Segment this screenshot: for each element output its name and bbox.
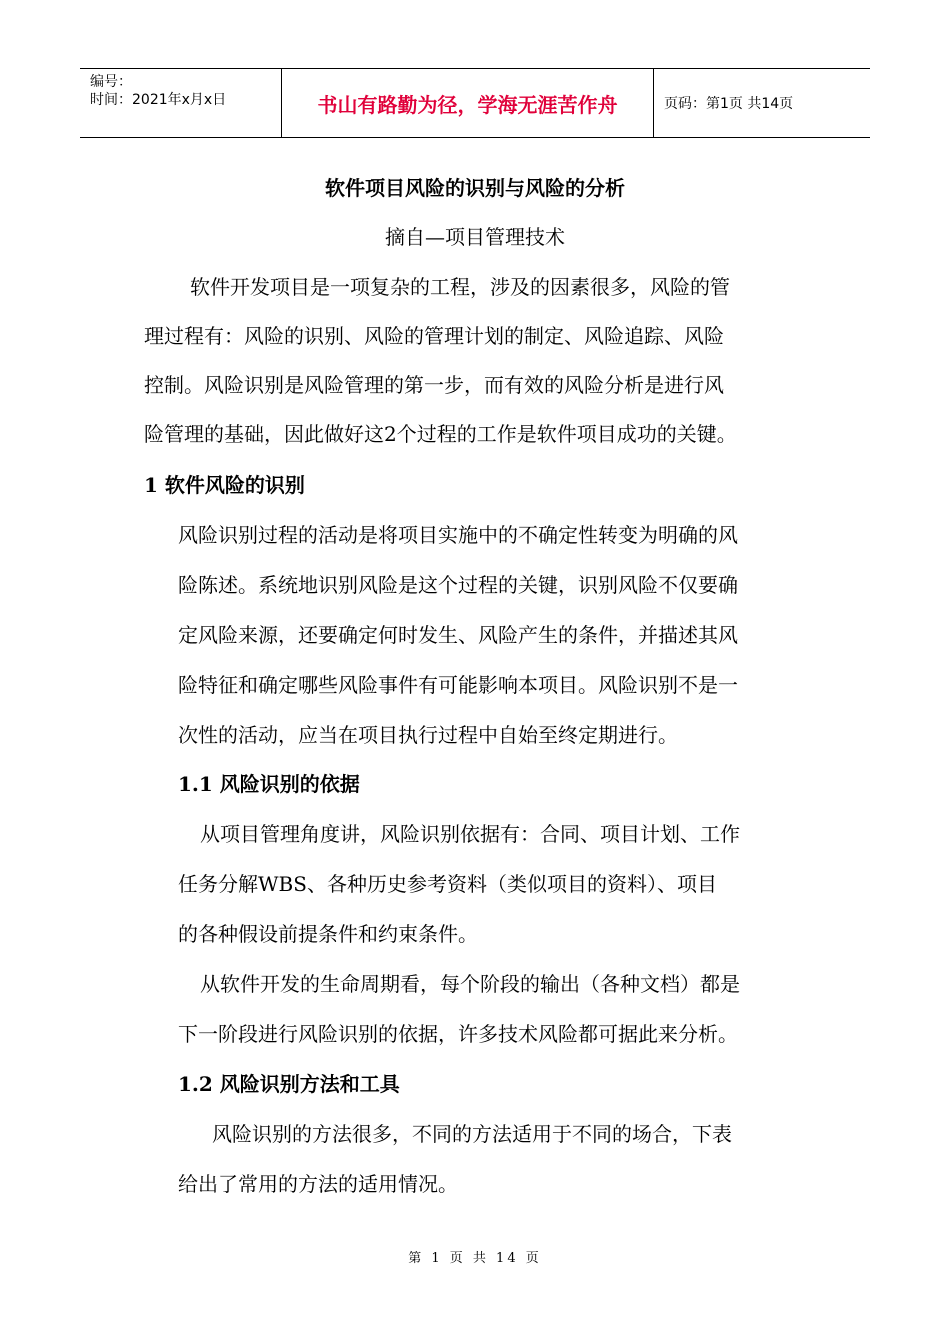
section-heading-1: 1 软件风险的识别: [144, 473, 305, 497]
section1-1-line: 下一阶段进行风险识别的依据，许多技术风险都可据此来分析。: [178, 1022, 738, 1046]
section1-1-line: 任务分解WBS、各种历史参考资料（类似项目的资料）、项目: [178, 872, 717, 896]
section1-line: 险特征和确定哪些风险事件有可能影响本项目。风险识别不是一: [178, 673, 738, 697]
intro-line: 控制。风险识别是风险管理的第一步，而有效的风险分析是进行风: [144, 373, 724, 397]
section1-line: 次性的活动，应当在项目执行过程中自始至终定期进行。: [178, 723, 678, 747]
header-motto: 书山有路勤为径，学海无涯苦作舟: [282, 69, 654, 137]
section1-line: 定风险来源，还要确定何时发生、风险产生的条件，并描述其风: [178, 623, 738, 647]
header-meta: [80, 69, 282, 137]
section1-1-line: 从软件开发的生命周期看，每个阶段的输出（各种文档）都是: [200, 972, 740, 996]
intro-line: 软件开发项目是一项复杂的工程，涉及的因素很多，风险的管: [190, 275, 730, 299]
header-number-label: 编号：: [90, 74, 132, 90]
section1-2-line: 风险识别的方法很多，不同的方法适用于不同的场合，下表: [212, 1122, 732, 1146]
intro-line: 险管理的基础，因此做好这2个过程的工作是软件项目成功的关键。: [144, 422, 737, 446]
section1-1-line: 从项目管理角度讲，风险识别依据有：合同、项目计划、工作: [200, 822, 740, 846]
doc-subtitle: 摘自—项目管理技术: [385, 225, 565, 249]
header-page-info: 页码：第1页 共14页: [664, 96, 794, 112]
section1-1-line: 的各种假设前提条件和约束条件。: [178, 922, 478, 946]
section-heading-1-1: 1.1 风险识别的依据: [178, 772, 360, 796]
page-header: [80, 68, 870, 138]
section1-line: 险陈述。系统地识别风险是这个过程的关键，识别风险不仅要确: [178, 573, 738, 597]
section-heading-1-2: 1.2 风险识别方法和工具: [178, 1072, 400, 1096]
doc-title: 软件项目风险的识别与风险的分析: [325, 176, 625, 200]
section1-2-line: 给出了常用的方法的适用情况。: [178, 1172, 458, 1196]
page-footer: 第 1 页 共 14 页: [408, 1251, 542, 1266]
intro-line: 理过程有：风险的识别、风险的管理计划的制定、风险追踪、风险: [144, 324, 724, 348]
header-date-label: 时间：2021年x月x日: [90, 92, 227, 108]
section1-line: 风险识别过程的活动是将项目实施中的不确定性转变为明确的风: [178, 523, 738, 547]
